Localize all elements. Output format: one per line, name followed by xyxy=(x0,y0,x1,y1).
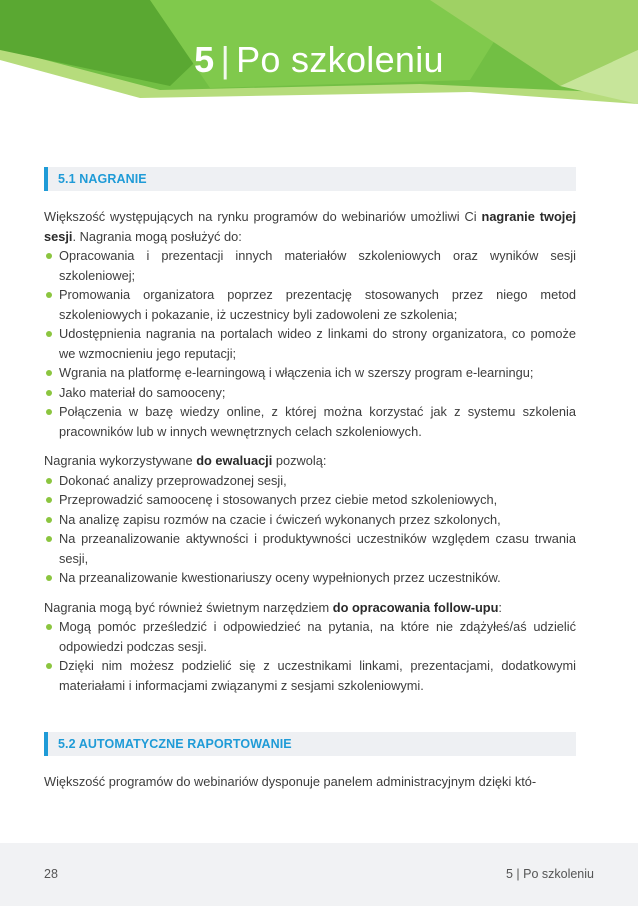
uses-list xyxy=(44,246,576,441)
page-footer xyxy=(0,843,638,906)
chapter-title xyxy=(0,38,638,82)
list-item: Połączenia w bazę wiedzy online, z której można korzystać jak z systemu szkolenia pracowników lub w innych wewnętrznych celach szkoleniowych. xyxy=(44,402,576,441)
page-number: 28 xyxy=(44,867,58,881)
eval-text: Nagrania wykorzystywane xyxy=(44,453,197,468)
section-accent-bar xyxy=(44,732,48,756)
running-title: 5 | Po szkoleniu xyxy=(505,867,594,881)
list-item: Na przeanalizowanie kwestionariuszy oceny wypełnionych przez uczestników. xyxy=(44,568,576,588)
follow-bold: do opracowania follow-upu xyxy=(332,599,499,615)
intro-bold: nagranie twojej sesji xyxy=(44,209,577,244)
chapter-separator: | xyxy=(220,39,231,80)
list-item: Opracowania i prezentacji innych materiałów szkoleniowych oraz wyników sesji szkoleniowej; xyxy=(44,246,576,285)
section-accent-bar xyxy=(44,167,48,191)
intro-text-end: . Nagrania mogą posłużyć do: xyxy=(72,228,242,244)
list-item: Wgrania na platformę e-learningową i włączenia ich w szerszy program e-learningu; xyxy=(44,363,576,383)
section-heading-nagranie xyxy=(44,167,576,191)
section-nagranie-body xyxy=(44,207,576,695)
follow-text: Nagrania mogą być również świetnym narzędziem xyxy=(44,599,333,615)
list-item: Przeprowadzić samoocenę i stosowanych przez ciebie metod szkoleniowych, xyxy=(44,490,576,510)
evaluation-list xyxy=(44,471,576,588)
section-heading-label: 5.1 NAGRANIE xyxy=(58,172,147,186)
eval-text-end: pozwolą: xyxy=(272,453,327,468)
list-item: Promowania organizatora poprzez prezentację stosowanych przez niego metod szkoleniowych i pokazanie, iż uczestnicy byli zadowoleni ze szkolenia; xyxy=(44,285,576,324)
section-heading-label: 5.2 AUTOMATYCZNE RAPORTOWANIE xyxy=(58,737,292,751)
list-item: Na przeanalizowanie aktywności i produktywności uczestników względem czasu trwania sesji, xyxy=(44,529,576,568)
section-heading-raportowanie xyxy=(44,732,576,756)
evaluation-paragraph xyxy=(44,451,576,471)
list-item: Na analizę zapisu rozmów na czacie i ćwiczeń wykonanych przez szkolonych, xyxy=(44,510,576,530)
follow-text-end: : xyxy=(498,599,502,615)
raportowanie-intro: Większość programów do webinariów dysponuje panelem administracyjnym dzięki któ- xyxy=(44,774,537,789)
list-item: Dzięki nim możesz podzielić się z uczestnikami linkami, prezentacjami, dodatkowymi materiałami i informacjami związanymi z sesjami szkoleniowymi. xyxy=(44,656,576,695)
eval-bold: do ewaluacji xyxy=(196,453,273,468)
chapter-number: 5 xyxy=(194,39,215,80)
followup-list xyxy=(44,617,576,695)
followup-paragraph xyxy=(44,598,576,618)
list-item: Mogą pomóc prześledzić i odpowiedzieć na pytania, na które nie zdążyłeś/aś udzielić odpowiedzi podczas sesji. xyxy=(44,617,576,656)
intro-paragraph xyxy=(44,207,576,246)
list-item: Udostępnienia nagrania na portalach wideo z linkami do strony organizatora, co pomoże we wzmocnieniu jego reputacji; xyxy=(44,324,576,363)
list-item: Dokonać analizy przeprowadzonej sesji, xyxy=(44,471,576,491)
chapter-title-text: Po szkoleniu xyxy=(236,39,444,80)
list-item: Jako materiał do samooceny; xyxy=(44,383,576,403)
intro-text: Większość występujących na rynku programów do webinariów umożliwi Ci xyxy=(44,209,482,224)
section-raportowanie-body xyxy=(44,772,576,792)
